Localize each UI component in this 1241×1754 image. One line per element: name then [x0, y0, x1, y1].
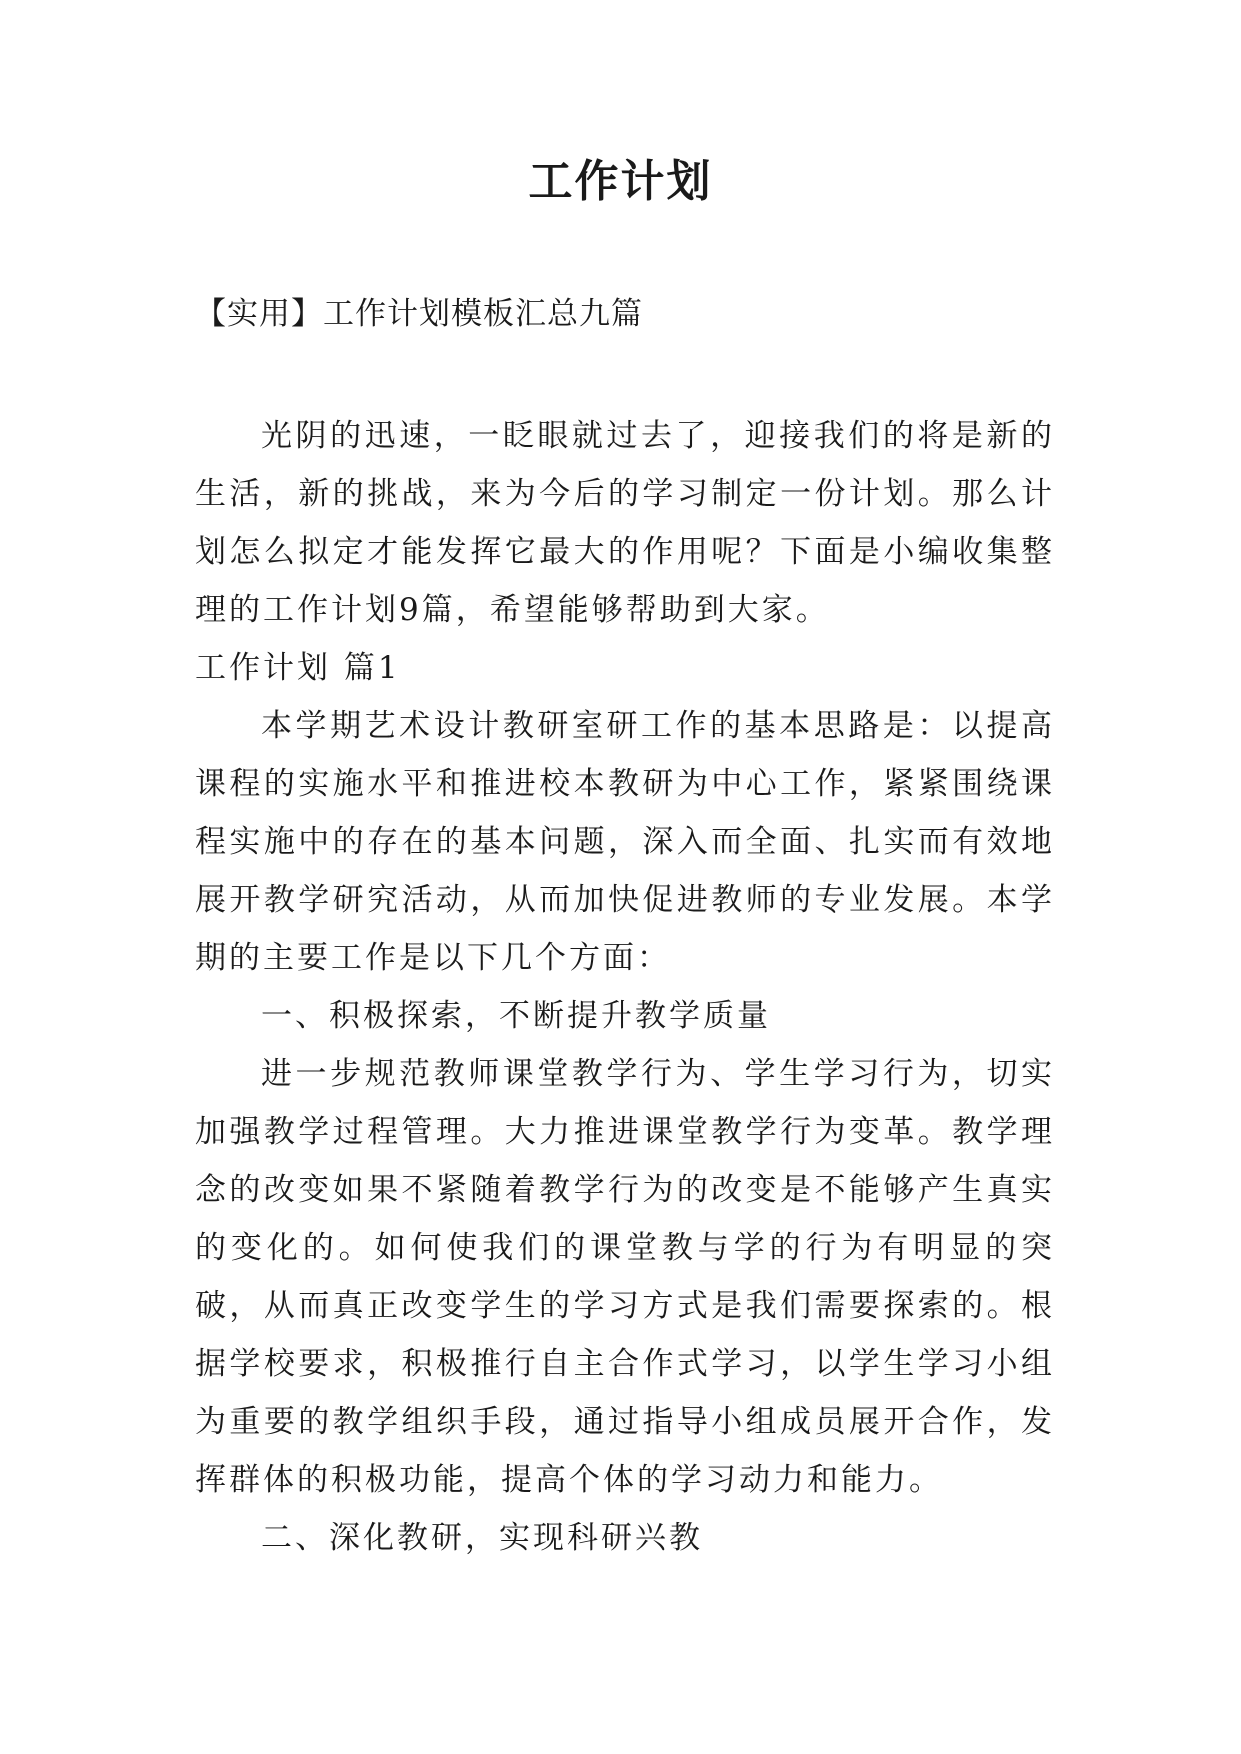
paragraph-2: 进一步规范教师课堂教学行为、学生学习行为，切实加强教学过程管理。大力推进课堂教学行为变革。教学理念的改变如果不紧随着教学行为的改变是不能够产生真实的变化的。如何使我们的课堂教与学的行为有明显的突破，从而真正改变学生的学习方式是我们需要探索的。根据学校要求，积极推行自主合作式学习，以学生学习小组为重要的教学组织手段，通过指导小组成员展开合作，发挥群体的积极功能，提高个体的学习动力和能力。	[195, 1056, 1055, 1498]
heading-1: 一、积极探索，不断提升教学质量	[261, 998, 771, 1034]
document-title: 工作计划	[528, 156, 713, 207]
document-body	[195, 407, 1055, 1567]
heading-2: 二、深化教研，实现科研兴教	[261, 1520, 703, 1556]
paragraph-1: 本学期艺术设计教研室研工作的基本思路是：以提高课程的实施水平和推进校本教研为中心工作，紧紧围绕课程实施中的存在的基本问题，深入而全面、扎实而有效地展开教学研究活动，从而加快促进教师的专业发展。本学期的主要工作是以下几个方面：	[195, 708, 1055, 976]
intro-paragraph: 光阴的迅速，一眨眼就过去了，迎接我们的将是新的生活，新的挑战，来为今后的学习制定一份计划。那么计划怎么拟定才能发挥它最大的作用呢？下面是小编收集整理的工作计划9篇，希望能够帮助到大家。	[195, 418, 1055, 628]
section-label: 工作计划 篇1	[195, 650, 401, 686]
document-subtitle: 【实用】工作计划模板汇总九篇	[195, 296, 643, 332]
